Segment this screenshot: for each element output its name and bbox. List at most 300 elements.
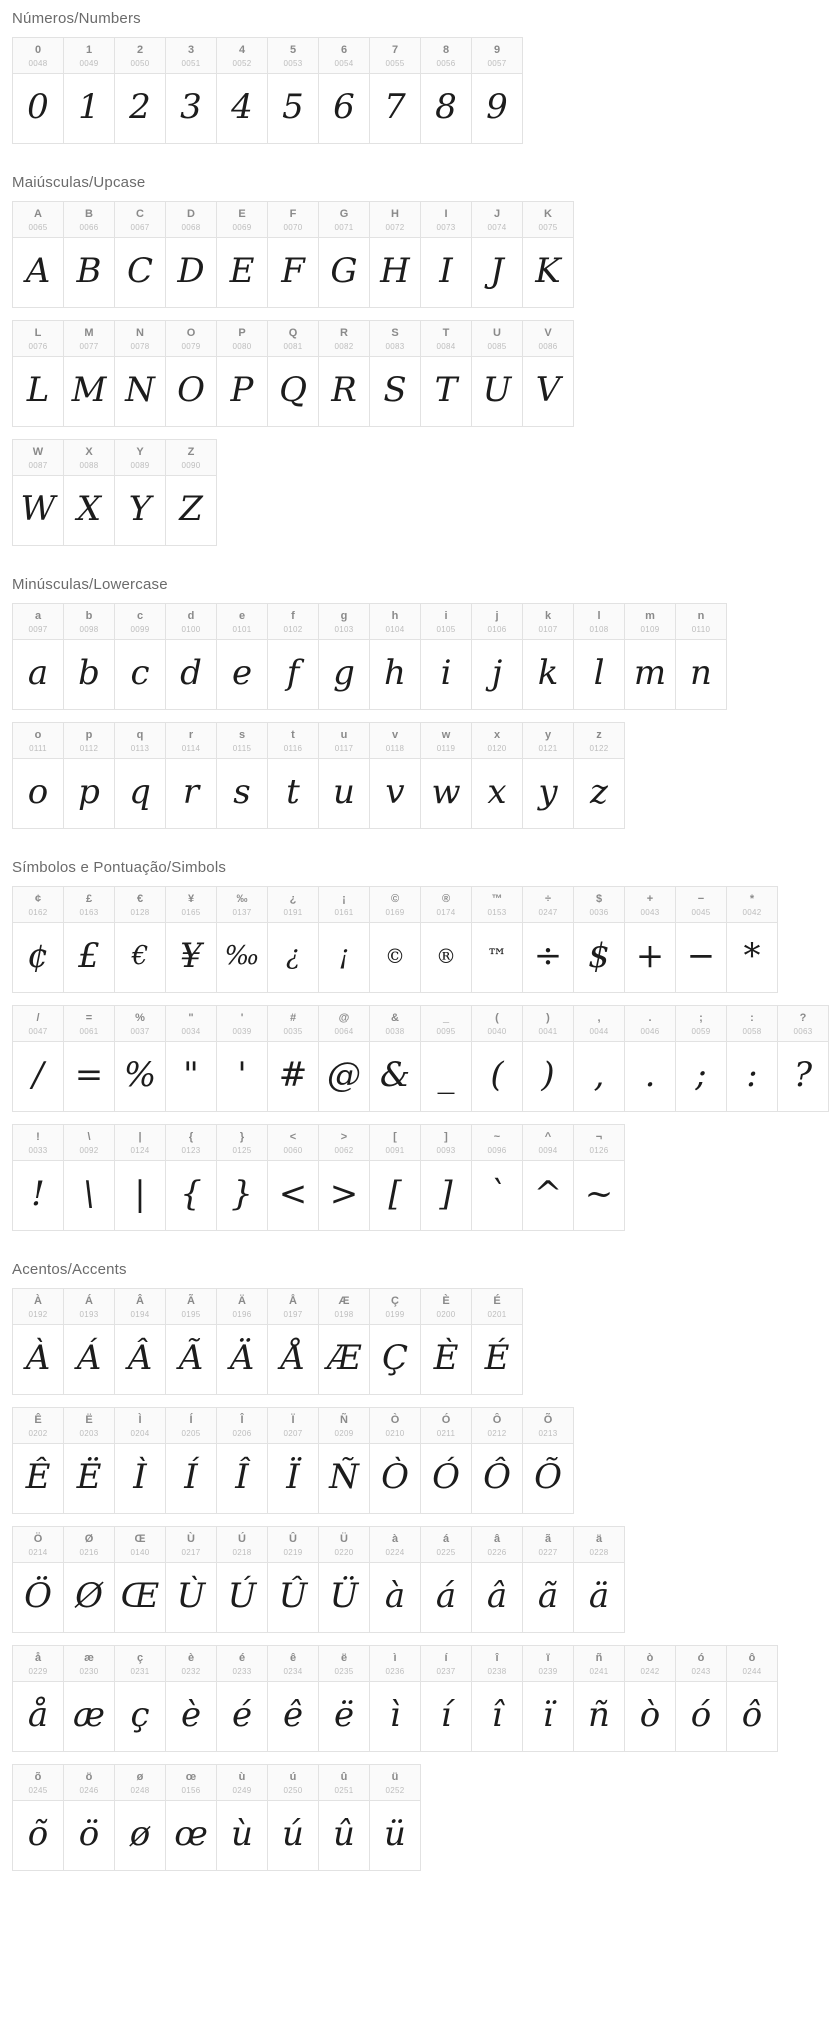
glyph-char-label: a bbox=[34, 610, 42, 622]
glyph-cell[interactable] bbox=[13, 439, 64, 546]
glyph-preview: 1 bbox=[64, 74, 114, 144]
glyph-cell[interactable] bbox=[319, 320, 370, 427]
glyph-cell-header bbox=[319, 1645, 369, 1682]
glyph-cell[interactable] bbox=[472, 886, 523, 993]
glyph-cell[interactable] bbox=[625, 1005, 676, 1112]
glyph-char-label: Ï bbox=[291, 1414, 295, 1426]
glyph-cell[interactable] bbox=[421, 886, 472, 993]
glyph-preview: £ bbox=[64, 923, 114, 993]
glyph-cell[interactable] bbox=[625, 603, 676, 710]
glyph-cell[interactable] bbox=[268, 37, 319, 144]
glyph-code-label: 0066 bbox=[79, 223, 99, 232]
glyph-cell[interactable] bbox=[115, 1005, 166, 1112]
glyph-cell[interactable] bbox=[115, 439, 166, 546]
glyph-code-label: 0203 bbox=[79, 1429, 99, 1438]
glyph-cell[interactable] bbox=[421, 1288, 472, 1395]
glyph-cell[interactable] bbox=[472, 1526, 523, 1633]
glyph-cell[interactable] bbox=[574, 603, 625, 710]
glyph-preview: D bbox=[166, 238, 216, 308]
glyph-cell[interactable] bbox=[217, 1288, 268, 1395]
glyph-cell[interactable] bbox=[166, 201, 217, 308]
glyph-cell[interactable] bbox=[13, 1407, 64, 1514]
glyph-preview: ? bbox=[778, 1042, 828, 1112]
glyph-cell-header bbox=[421, 886, 471, 923]
glyph-cell[interactable] bbox=[166, 1288, 217, 1395]
glyph-char-label: j bbox=[495, 610, 499, 622]
glyph-code-label: 0048 bbox=[28, 59, 48, 68]
glyph-cell[interactable] bbox=[421, 201, 472, 308]
glyph-cell[interactable] bbox=[115, 886, 166, 993]
glyph-cell[interactable] bbox=[217, 1407, 268, 1514]
glyph-cell[interactable] bbox=[370, 1526, 421, 1633]
glyph-cell-header bbox=[13, 1645, 63, 1682]
glyph-cell-header bbox=[268, 1526, 318, 1563]
glyph-code-label: 0234 bbox=[283, 1667, 303, 1676]
glyph-row bbox=[12, 320, 574, 427]
glyph-code-label: 0079 bbox=[181, 342, 201, 351]
glyph-cell[interactable] bbox=[472, 1407, 523, 1514]
glyph-cell[interactable] bbox=[268, 201, 319, 308]
glyph-char-label: u bbox=[340, 729, 348, 741]
glyph-cell[interactable] bbox=[64, 886, 115, 993]
glyph-cell[interactable] bbox=[115, 1407, 166, 1514]
glyph-cell-header bbox=[64, 603, 114, 640]
glyph-preview: R bbox=[319, 357, 369, 427]
glyph-code-label: 0111 bbox=[29, 744, 47, 753]
glyph-cell[interactable] bbox=[472, 1288, 523, 1395]
glyph-cell[interactable] bbox=[13, 1764, 64, 1871]
glyph-cell[interactable] bbox=[64, 439, 115, 546]
glyph-char-label: & bbox=[391, 1012, 399, 1024]
glyph-cell[interactable] bbox=[523, 1645, 574, 1752]
glyph-char-label: Í bbox=[189, 1414, 193, 1426]
glyph-char-label: Ë bbox=[85, 1414, 93, 1426]
glyph-preview: + bbox=[625, 923, 675, 993]
glyph-cell-header bbox=[166, 37, 216, 74]
glyph-preview: À bbox=[13, 1325, 63, 1395]
glyph-cell-header bbox=[115, 1005, 165, 1042]
glyph-cell[interactable] bbox=[217, 1764, 268, 1871]
glyph-preview: Ë bbox=[64, 1444, 114, 1514]
glyph-char-label: ü bbox=[391, 1771, 399, 1783]
glyph-cell-header bbox=[115, 1526, 165, 1563]
glyph-cell[interactable] bbox=[115, 1526, 166, 1633]
glyph-char-label: > bbox=[340, 1131, 348, 1143]
glyph-char-label: K bbox=[544, 208, 552, 220]
glyph-cell-header bbox=[421, 320, 471, 357]
glyph-cell[interactable] bbox=[268, 1526, 319, 1633]
glyph-cell[interactable] bbox=[319, 1764, 370, 1871]
glyph-code-label: 0040 bbox=[487, 1027, 507, 1036]
glyph-preview: L bbox=[13, 357, 63, 427]
glyph-preview: © bbox=[370, 923, 420, 993]
glyph-char-label: Y bbox=[136, 446, 144, 458]
glyph-cell[interactable] bbox=[574, 722, 625, 829]
glyph-cell-header bbox=[268, 722, 318, 759]
glyph-char-label: € bbox=[136, 893, 144, 905]
glyph-cell[interactable] bbox=[217, 1005, 268, 1112]
glyph-cell[interactable] bbox=[574, 886, 625, 993]
glyph-cell-header bbox=[472, 603, 522, 640]
glyph-preview: 5 bbox=[268, 74, 318, 144]
glyph-cell-header bbox=[523, 603, 573, 640]
glyph-cell[interactable] bbox=[523, 886, 574, 993]
glyph-cell[interactable] bbox=[676, 603, 727, 710]
glyph-code-label: 0045 bbox=[691, 908, 711, 917]
glyph-code-label: 0232 bbox=[181, 1667, 201, 1676]
glyph-preview: ü bbox=[370, 1801, 420, 1871]
glyph-code-label: 0196 bbox=[232, 1310, 252, 1319]
glyph-cell[interactable] bbox=[319, 37, 370, 144]
glyph-cell[interactable] bbox=[115, 1645, 166, 1752]
glyph-cell-header bbox=[472, 1526, 522, 1563]
glyph-cell[interactable] bbox=[523, 722, 574, 829]
glyph-preview: f bbox=[268, 640, 318, 710]
glyph-code-label: 0054 bbox=[334, 59, 354, 68]
glyph-char-label: ò bbox=[646, 1652, 654, 1664]
glyph-cell[interactable] bbox=[370, 603, 421, 710]
glyph-cell[interactable] bbox=[268, 1288, 319, 1395]
glyph-cell[interactable] bbox=[13, 886, 64, 993]
glyph-cell[interactable] bbox=[115, 1124, 166, 1231]
glyph-cell[interactable] bbox=[166, 37, 217, 144]
glyph-code-label: 0107 bbox=[538, 625, 558, 634]
glyph-cell[interactable] bbox=[472, 37, 523, 144]
glyph-cell[interactable] bbox=[217, 1645, 268, 1752]
glyph-cell-header bbox=[727, 1005, 777, 1042]
glyph-cell-header bbox=[370, 886, 420, 923]
glyph-code-label: 0209 bbox=[334, 1429, 354, 1438]
glyph-cell[interactable] bbox=[472, 1124, 523, 1231]
glyph-char-label: Œ bbox=[134, 1533, 146, 1545]
glyph-code-label: 0220 bbox=[334, 1548, 354, 1557]
glyph-code-label: 0126 bbox=[589, 1146, 609, 1155]
glyph-cell[interactable] bbox=[217, 201, 268, 308]
glyph-cell[interactable] bbox=[166, 603, 217, 710]
glyph-code-label: 0121 bbox=[538, 744, 558, 753]
glyph-char-label: N bbox=[136, 327, 144, 339]
glyph-cell-header bbox=[13, 1764, 63, 1801]
glyph-preview: m bbox=[625, 640, 675, 710]
glyph-code-label: 0080 bbox=[232, 342, 252, 351]
glyph-cell[interactable] bbox=[472, 722, 523, 829]
glyph-cell[interactable] bbox=[319, 603, 370, 710]
glyph-cell[interactable] bbox=[421, 320, 472, 427]
glyph-char-label: B bbox=[85, 208, 93, 220]
glyph-char-label: g bbox=[340, 610, 348, 622]
glyph-preview: Ï bbox=[268, 1444, 318, 1514]
glyph-cell[interactable] bbox=[166, 886, 217, 993]
glyph-code-label: 0174 bbox=[436, 908, 456, 917]
glyph-cell[interactable] bbox=[268, 1764, 319, 1871]
glyph-cell[interactable] bbox=[13, 603, 64, 710]
glyph-cell[interactable] bbox=[166, 722, 217, 829]
glyph-cell[interactable] bbox=[727, 886, 778, 993]
glyph-preview: í bbox=[421, 1682, 471, 1752]
glyph-code-label: 0108 bbox=[589, 625, 609, 634]
glyph-cell[interactable] bbox=[268, 1124, 319, 1231]
glyph-cell[interactable] bbox=[64, 320, 115, 427]
glyph-code-label: 0237 bbox=[436, 1667, 456, 1676]
glyph-char-label: * bbox=[749, 893, 755, 905]
glyph-cell-header bbox=[421, 201, 471, 238]
glyph-cell-header bbox=[676, 1005, 726, 1042]
glyph-preview: v bbox=[370, 759, 420, 829]
glyph-cell[interactable] bbox=[217, 37, 268, 144]
glyph-cell[interactable] bbox=[166, 1526, 217, 1633]
glyph-cell[interactable] bbox=[217, 1526, 268, 1633]
glyph-cell[interactable] bbox=[166, 1407, 217, 1514]
glyph-cell[interactable] bbox=[13, 1288, 64, 1395]
glyph-cell[interactable] bbox=[472, 603, 523, 710]
glyph-cell[interactable] bbox=[166, 1764, 217, 1871]
glyph-code-label: 0084 bbox=[436, 342, 456, 351]
glyph-cell[interactable] bbox=[370, 1124, 421, 1231]
glyph-cell[interactable] bbox=[421, 1124, 472, 1231]
glyph-preview: w bbox=[421, 759, 471, 829]
glyph-preview: Â bbox=[115, 1325, 165, 1395]
glyph-cell[interactable] bbox=[64, 722, 115, 829]
glyph-cell-header bbox=[625, 886, 675, 923]
glyph-cell[interactable] bbox=[319, 1407, 370, 1514]
glyph-char-label: } bbox=[239, 1131, 245, 1143]
glyph-cell[interactable] bbox=[421, 37, 472, 144]
glyph-code-label: 0047 bbox=[28, 1027, 48, 1036]
glyph-cell-header bbox=[166, 1288, 216, 1325]
glyph-code-label: 0100 bbox=[181, 625, 201, 634]
glyph-cell[interactable] bbox=[319, 886, 370, 993]
glyph-cell-header bbox=[574, 722, 624, 759]
glyph-cell[interactable] bbox=[217, 1124, 268, 1231]
glyph-cell-header bbox=[574, 1005, 624, 1042]
glyph-cell-header bbox=[64, 1764, 114, 1801]
glyph-cell-header bbox=[268, 320, 318, 357]
glyph-cell[interactable] bbox=[268, 886, 319, 993]
glyph-cell[interactable] bbox=[268, 320, 319, 427]
glyph-code-label: 0060 bbox=[283, 1146, 303, 1155]
glyph-cell[interactable] bbox=[115, 201, 166, 308]
glyph-cell[interactable] bbox=[64, 1407, 115, 1514]
glyph-cell[interactable] bbox=[319, 1526, 370, 1633]
glyph-cell[interactable] bbox=[115, 1288, 166, 1395]
glyph-char-label: w bbox=[441, 729, 451, 741]
glyph-cell[interactable] bbox=[727, 1005, 778, 1112]
glyph-cell-header bbox=[319, 201, 369, 238]
glyph-cell[interactable] bbox=[217, 722, 268, 829]
glyph-cell[interactable] bbox=[778, 1005, 829, 1112]
glyph-cell[interactable] bbox=[574, 1526, 625, 1633]
glyph-cell[interactable] bbox=[115, 320, 166, 427]
glyph-char-label: Ê bbox=[34, 1414, 42, 1426]
glyph-cell[interactable] bbox=[115, 603, 166, 710]
glyph-cell[interactable] bbox=[472, 1645, 523, 1752]
glyph-preview: B bbox=[64, 238, 114, 308]
glyph-cell[interactable] bbox=[64, 1288, 115, 1395]
glyph-cell[interactable] bbox=[676, 1645, 727, 1752]
glyph-cell[interactable] bbox=[319, 1124, 370, 1231]
glyph-cell[interactable] bbox=[676, 886, 727, 993]
glyph-cell[interactable] bbox=[268, 1005, 319, 1112]
glyph-row bbox=[12, 1764, 421, 1871]
glyph-code-label: 0067 bbox=[130, 223, 150, 232]
glyph-preview: p bbox=[64, 759, 114, 829]
glyph-cell[interactable] bbox=[523, 1124, 574, 1231]
glyph-cell[interactable] bbox=[115, 37, 166, 144]
glyph-cell-header bbox=[64, 1526, 114, 1563]
glyph-preview: & bbox=[370, 1042, 420, 1112]
glyph-row bbox=[12, 201, 574, 308]
glyph-cell-header bbox=[166, 439, 216, 476]
glyph-preview: H bbox=[370, 238, 420, 308]
glyph-cell[interactable] bbox=[268, 722, 319, 829]
glyph-cell[interactable] bbox=[727, 1645, 778, 1752]
glyph-cell-header bbox=[574, 886, 624, 923]
glyph-cell[interactable] bbox=[370, 1645, 421, 1752]
glyph-code-label: 0242 bbox=[640, 1667, 660, 1676]
glyph-cell[interactable] bbox=[13, 1526, 64, 1633]
glyph-char-label: õ bbox=[34, 1771, 42, 1783]
glyph-char-label: H bbox=[391, 208, 399, 220]
glyph-cell[interactable] bbox=[268, 1645, 319, 1752]
glyph-preview: / bbox=[13, 1042, 63, 1112]
glyph-cell[interactable] bbox=[472, 320, 523, 427]
glyph-cell[interactable] bbox=[319, 722, 370, 829]
glyph-cell[interactable] bbox=[115, 722, 166, 829]
glyph-cell-header bbox=[370, 722, 420, 759]
glyph-char-label: Ô bbox=[492, 1414, 502, 1426]
glyph-cell[interactable] bbox=[166, 320, 217, 427]
glyph-preview: á bbox=[421, 1563, 471, 1633]
glyph-preview: Õ bbox=[523, 1444, 573, 1514]
glyph-cell[interactable] bbox=[421, 1407, 472, 1514]
glyph-cell-header bbox=[166, 320, 216, 357]
glyph-code-label: 0033 bbox=[28, 1146, 48, 1155]
glyph-cell[interactable] bbox=[64, 603, 115, 710]
glyph-preview: œ bbox=[166, 1801, 216, 1871]
glyph-code-label: 0204 bbox=[130, 1429, 150, 1438]
glyph-cell[interactable] bbox=[166, 1645, 217, 1752]
glyph-cell[interactable] bbox=[574, 1124, 625, 1231]
glyph-cell[interactable] bbox=[472, 201, 523, 308]
glyph-cell[interactable] bbox=[421, 1645, 472, 1752]
glyph-code-label: 0102 bbox=[283, 625, 303, 634]
glyph-cell[interactable] bbox=[166, 1124, 217, 1231]
glyph-cell[interactable] bbox=[421, 1526, 472, 1633]
glyph-cell[interactable] bbox=[268, 603, 319, 710]
glyph-cell[interactable] bbox=[64, 201, 115, 308]
glyph-code-label: 0243 bbox=[691, 1667, 711, 1676]
glyph-cell[interactable] bbox=[421, 1005, 472, 1112]
glyph-code-label: 0224 bbox=[385, 1548, 405, 1557]
glyph-cell[interactable] bbox=[370, 886, 421, 993]
glyph-preview: ‰ bbox=[217, 923, 267, 993]
glyph-cell[interactable] bbox=[13, 1005, 64, 1112]
glyph-cell[interactable] bbox=[370, 1764, 421, 1871]
glyph-char-label: Á bbox=[85, 1295, 93, 1307]
glyph-cell[interactable] bbox=[625, 1645, 676, 1752]
glyph-code-label: 0073 bbox=[436, 223, 456, 232]
glyph-cell[interactable] bbox=[523, 603, 574, 710]
glyph-code-label: 0098 bbox=[79, 625, 99, 634]
glyph-row bbox=[12, 886, 778, 993]
glyph-code-label: 0076 bbox=[28, 342, 48, 351]
glyph-cell[interactable] bbox=[217, 320, 268, 427]
glyph-cell[interactable] bbox=[370, 1005, 421, 1112]
glyph-cell[interactable] bbox=[421, 603, 472, 710]
glyph-char-label: ã bbox=[544, 1533, 552, 1545]
glyph-cell[interactable] bbox=[64, 1005, 115, 1112]
glyph-char-label: 2 bbox=[136, 44, 144, 56]
glyph-cell[interactable] bbox=[370, 37, 421, 144]
glyph-cell[interactable] bbox=[472, 1005, 523, 1112]
glyph-cell[interactable] bbox=[13, 1124, 64, 1231]
glyph-cell[interactable] bbox=[676, 1005, 727, 1112]
glyph-cell[interactable] bbox=[166, 1005, 217, 1112]
glyph-cell[interactable] bbox=[64, 1526, 115, 1633]
glyph-cell[interactable] bbox=[64, 37, 115, 144]
glyph-cell[interactable] bbox=[268, 1407, 319, 1514]
glyph-cell[interactable] bbox=[319, 1005, 370, 1112]
glyph-cell[interactable] bbox=[523, 201, 574, 308]
glyph-cell-header bbox=[115, 37, 165, 74]
glyph-cell-header bbox=[13, 1124, 63, 1161]
glyph-cell[interactable] bbox=[64, 1764, 115, 1871]
glyph-char-label: 4 bbox=[238, 44, 246, 56]
glyph-cell[interactable] bbox=[421, 722, 472, 829]
glyph-cell[interactable] bbox=[64, 1124, 115, 1231]
glyph-cell[interactable] bbox=[217, 886, 268, 993]
glyph-cell[interactable] bbox=[319, 201, 370, 308]
glyph-code-label: 0082 bbox=[334, 342, 354, 351]
glyph-code-label: 0059 bbox=[691, 1027, 711, 1036]
glyph-cell[interactable] bbox=[574, 1645, 625, 1752]
glyph-cell[interactable] bbox=[319, 1645, 370, 1752]
glyph-char-label: D bbox=[187, 208, 195, 220]
glyph-preview: ^ bbox=[523, 1161, 573, 1231]
glyph-cell[interactable] bbox=[13, 722, 64, 829]
glyph-char-label: o bbox=[34, 729, 42, 741]
glyph-cell[interactable] bbox=[370, 722, 421, 829]
glyph-cell[interactable] bbox=[166, 439, 217, 546]
glyph-cell[interactable] bbox=[574, 1005, 625, 1112]
glyph-cell[interactable] bbox=[64, 1645, 115, 1752]
glyph-cell[interactable] bbox=[13, 37, 64, 144]
glyph-char-label: [ bbox=[393, 1131, 397, 1143]
glyph-code-label: 0063 bbox=[793, 1027, 813, 1036]
glyph-row bbox=[12, 1526, 625, 1633]
glyph-cell[interactable] bbox=[115, 1764, 166, 1871]
glyph-cell[interactable] bbox=[523, 1526, 574, 1633]
glyph-cell[interactable] bbox=[13, 201, 64, 308]
glyph-cell[interactable] bbox=[370, 1407, 421, 1514]
glyph-char-label: ' bbox=[240, 1012, 244, 1024]
glyph-cell[interactable] bbox=[523, 1407, 574, 1514]
glyph-cell[interactable] bbox=[625, 886, 676, 993]
glyph-preview: ) bbox=[523, 1042, 573, 1112]
glyph-cell[interactable] bbox=[523, 1005, 574, 1112]
glyph-cell[interactable] bbox=[319, 1288, 370, 1395]
glyph-preview: ñ bbox=[574, 1682, 624, 1752]
glyph-cell[interactable] bbox=[523, 320, 574, 427]
glyph-cell[interactable] bbox=[370, 1288, 421, 1395]
glyph-cell[interactable] bbox=[370, 201, 421, 308]
glyph-cell[interactable] bbox=[370, 320, 421, 427]
glyph-cell[interactable] bbox=[13, 320, 64, 427]
glyph-cell[interactable] bbox=[13, 1645, 64, 1752]
glyph-preview: Ú bbox=[217, 1563, 267, 1633]
glyph-preview: Ã bbox=[166, 1325, 216, 1395]
glyph-cell[interactable] bbox=[217, 603, 268, 710]
